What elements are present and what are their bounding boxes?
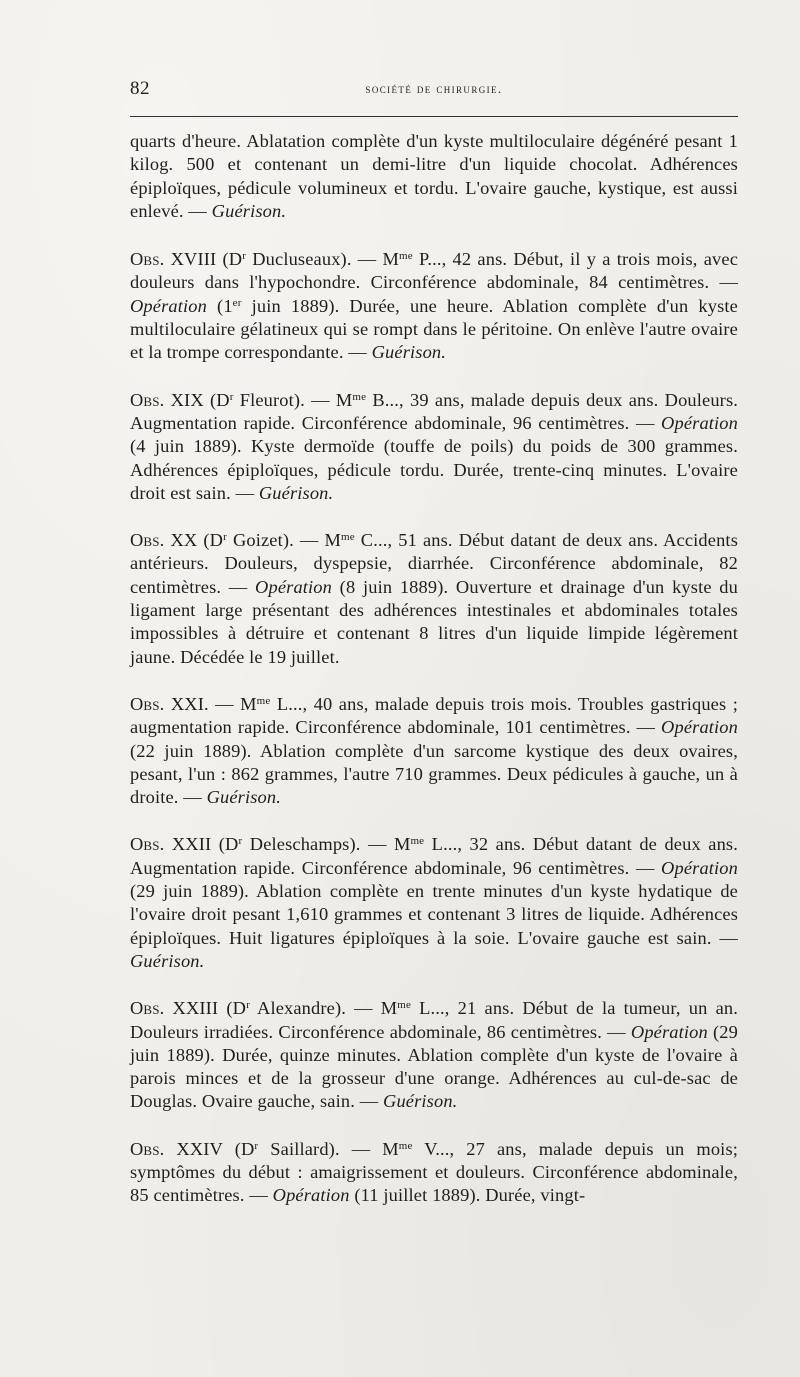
paragraph-continuation: quarts d'heure. Ablatation complète d'un kyste multiloculaire dégénéré pesant 1 kilog. 500 et contenant un demi-litre d'un liquide chocolat. Adhérences épiploïques, pédicule volumineux et tordu. L'ovaire gauche, kystique, est aussi enlevé. — Guérison. (130, 131, 738, 221)
obs-label: Obs. (130, 389, 165, 410)
operation-label: Opération (661, 857, 738, 878)
observation-xviii: Obs. XVIII ($D^r$ Ducluseaux). — $M^{me}$ P..., 42 ans. Début, il y a trois mois, avec douleurs dans l'hypochondre. Circonférence abdominale, 84 centimètres. — Opération (1er juin 1889). Durée, une heure. Ablation complète d'un kyste multiloculaire gélatineux qui se rompt dans le péritoine. On enlève l'autre ovaire et la trompe correspondante. — Guérison. (130, 249, 739, 363)
obs-label: Obs. (130, 1138, 165, 1159)
header-rule (130, 116, 738, 117)
page-number: 82 (130, 78, 150, 99)
body-text (130, 130, 738, 1232)
obs-number: XXIV (176, 1138, 223, 1159)
obs-number: XXII (171, 834, 212, 855)
obs-label: Obs. (130, 998, 165, 1019)
outcome-text: Guérison. (130, 950, 205, 971)
obs-number: XXI. (170, 693, 209, 714)
outcome-text: Guérison. (371, 342, 447, 363)
obs-label: Obs. (130, 834, 165, 855)
operation-label: Opération (272, 1185, 350, 1206)
obs-label: Obs. (130, 249, 165, 270)
operation-label: Opération (661, 412, 738, 433)
operation-label: Opération (661, 717, 738, 738)
running-title: société de chirurgie. (365, 81, 503, 96)
observation-xxiii: Obs. XXIII ($D^r$ Alexandre). — $M^{me}$ L..., 21 ans. Début de la tumeur, un an. Douleurs irradiées. Circonférence abdominale, 86 centimètres. — Opération (29 juin 1889). Durée, quinze minutes. Ablation complète d'un kyste de l'ovaire à parois minces et de la grosseur d'une orange. Adhérences au cul-de-sac de Douglas. Ovaire gauche, sain. — Guérison. (130, 998, 739, 1112)
outcome-text: Guérison. (383, 1091, 458, 1112)
operation-label: Opération (130, 295, 207, 316)
observation-xix: Obs. XIX ($D^r$ Fleurot). — $M^{me}$ B..., 39 ans, malade depuis deux ans. Douleurs. Augmentation rapide. Circonférence abdominale, 96 centimètres. — Opération (4 juin 1889). Kyste dermoïde (touffe de poils) du poids de 300 grammes. Adhérences épiploïques, pédicule tordu. Durée, trente-cinq minutes. L'ovaire droit est sain. — Guérison. (130, 389, 739, 503)
observation-xxii: Obs. XXII ($D^r$ Deleschamps). — $M^{me}$ L..., 32 ans. Début datant de deux ans. Augmentation rapide. Circonférence abdominale, 96 centimètres. — Opération (29 juin 1889). Ablation complète en trente minutes d'un kyste hydatique de l'ovaire droit pesant 1,610 grammes et contenant 3 litres de liquide. Adhérences épiploïques. Huit ligatures épiploïques à la soie. L'ovaire gauche est sain. — Guérison. (130, 834, 738, 971)
obs-label: Obs. (130, 693, 165, 714)
obs-number: XX (170, 530, 198, 551)
observation-xxiv: Obs. XXIV ($D^r$ Saillard). — $M^{me}$ V..., 27 ans, malade depuis un mois; symptômes du début : amaigrissement et douleurs. Circonférence abdominale, 85 centimètres. — Opération (11 juillet 1889). Durée, vingt- (130, 1138, 739, 1206)
obs-number: XXIII (172, 998, 219, 1019)
outcome-text: Guérison. (258, 482, 334, 503)
operation-label: Opération (630, 1021, 708, 1042)
obs-number: XVIII (170, 249, 217, 270)
observation-xxi: Obs. XXI. — $M^{me}$ L..., 40 ans, malade depuis trois mois. Troubles gastriques ; augmentation rapide. Circonférence abdominale, 101 centimètres. — Opération (22 juin 1889). Ablation complète d'un sarcome kystique des deux ovaires, pesant, l'un : 862 grammes, l'autre 710 grammes. Deux pédicules à gauche, un à droite. — Guérison. (130, 693, 739, 808)
outcome-text: Guérison. (211, 200, 287, 221)
observation-xx: Obs. XX ($D^r$ Goizet). — $M^{me}$ C..., 51 ans. Début datant de deux ans. Accidents antérieurs. Douleurs, dyspepsie, diarrhée. Circonférence abdominale, 82 centimètres. — Opération (8 juin 1889). Ouverture et drainage d'un kyste du ligament large présentant des adhérences intestinales et abdominales totales impossibles à détruire et contenant 8 litres d'un liquide limpide légèrement jaune. Décédée le 19 juillet. (130, 530, 738, 667)
obs-number: XIX (170, 389, 204, 410)
operation-label: Opération (255, 576, 332, 597)
obs-label: Obs. (130, 530, 165, 551)
page-header (130, 78, 738, 100)
outcome-text: Guérison. (206, 787, 281, 808)
